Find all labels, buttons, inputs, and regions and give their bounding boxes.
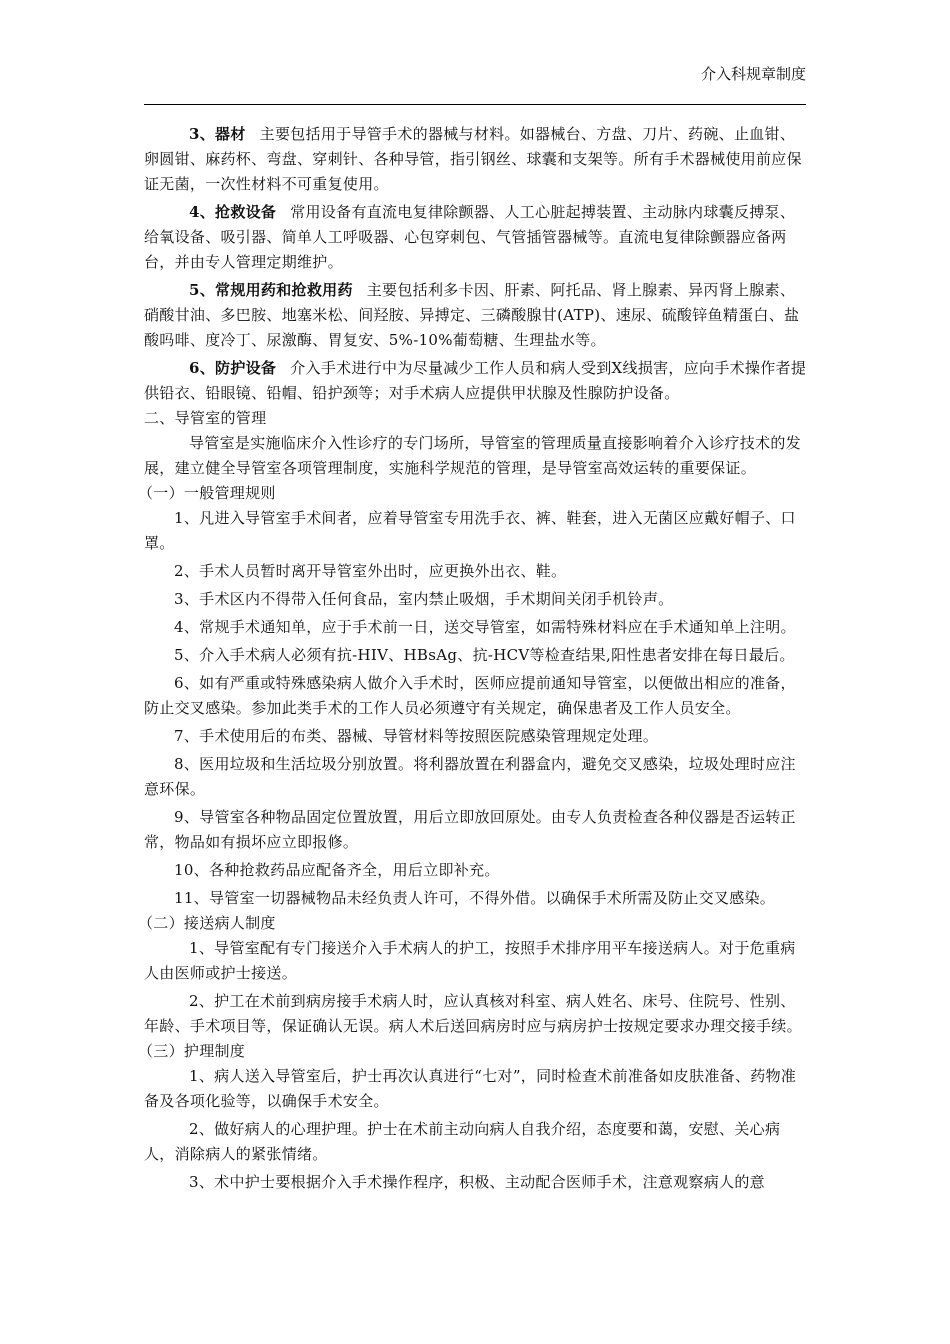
paragraph-equipment-5 bbox=[144, 278, 808, 353]
item-text: 介入手术进行中为尽量减少工作人员和病人受到X线损害，应向手术操作者提供铅衣、铅眼镜、铅帽、铅护颈等；对手术病人应提供甲状腺及性腺防护设备。 bbox=[144, 359, 807, 402]
header-rule bbox=[144, 104, 806, 105]
list-item: 3、手术区内不得带入任何食品，室内禁止吸烟，手术期间关闭手机铃声。 bbox=[174, 590, 674, 608]
item-text: 主要包括利多卡因、肝素、阿托品、肾上腺素、异丙肾上腺素、硝酸甘油、多巴胺、地塞米松、间羟胺、异搏定、三磷酸腺甘(ATP)、速尿、硫酸锌鱼精蛋白、盐酸吗啡、度冷丁、尿激酶、胃复安、5%-10%葡萄糖、生理盐水等。 bbox=[144, 281, 800, 349]
section-heading: 二、导管室的管理 bbox=[144, 409, 267, 427]
subsection-heading: （一）一般管理规则 bbox=[138, 484, 276, 502]
item-label: 5、常规用药和抢救用药 bbox=[189, 281, 353, 299]
list-item: 5、介入手术病人必须有抗-HIV、HBsAg、抗-HCV等检查结果,阳性患者安排在每日最后。 bbox=[174, 646, 795, 664]
item-text: 主要包括用于导管手术的器械与材料。如器械台、方盘、刀片、药碗、止血钳、卵圆钳、麻药杯、弯盘、穿刺针、各种导管，指引钢丝、球囊和支架等。所有手术器械使用前应保证无菌，一次性材料不可重复使用。 bbox=[144, 125, 802, 193]
list-item: 4、常规手术通知单，应于手术前一日，送交导管室，如需特殊材料应在手术通知单上注明。 bbox=[174, 618, 796, 636]
item-label: 3、器材 bbox=[189, 125, 246, 143]
paragraph-equipment-3 bbox=[144, 122, 808, 197]
list-item: 1、凡进入导管室手术间者，应着导管室专用洗手衣、裤、鞋套，进入无菌区应戴好帽子、口罩。 bbox=[144, 509, 796, 552]
paragraph-equipment-4 bbox=[144, 200, 808, 275]
list-item: 9、导管室各种物品固定位置放置，用后立即放回原处。由专人负责检查各种仪器是否运转正常，物品如有损坏应立即报修。 bbox=[144, 808, 796, 851]
subsection-heading: （三）护理制度 bbox=[138, 1042, 246, 1060]
list-item: 2、做好病人的心理护理。护士在术前主动向病人自我介绍，态度要和蔼，安慰、关心病人，消除病人的紧张情绪。 bbox=[144, 1120, 781, 1163]
list-item: 8、医用垃圾和生活垃圾分别放置。将利器放置在利器盒内，避免交叉感染，垃圾处理时应注意环保。 bbox=[144, 755, 796, 798]
list-item: 2、手术人员暂时离开导管室外出时，应更换外出衣、鞋。 bbox=[174, 562, 567, 580]
item-label: 6、防护设备 bbox=[189, 359, 277, 377]
running-header: 介入科规章制度 bbox=[700, 65, 806, 83]
list-item: 11、导管室一切器械物品未经负责人许可，不得外借。以确保手术所需及防止交叉感染。 bbox=[174, 889, 776, 907]
list-item: 10、各种抢救药品应配备齐全，用后立即补充。 bbox=[174, 861, 500, 879]
list-item: 6、如有严重或特殊感染病人做介入手术时，医师应提前通知导管室，以便做出相应的准备，防止交叉感染。参加此类手术的工作人员必须遵守有关规定，确保患者及工作人员安全。 bbox=[144, 674, 796, 717]
list-item: 1、导管室配有专门接送介入手术病人的护工，按照手术排序用平车接送病人。对于危重病人由医师或护士接送。 bbox=[144, 939, 796, 982]
item-label: 4、抢救设备 bbox=[189, 203, 277, 221]
list-item: 7、手术使用后的布类、器械、导管材料等按照医院感染管理规定处理。 bbox=[174, 727, 659, 745]
subsection-heading: （二）接送病人制度 bbox=[138, 914, 276, 932]
list-item: 1、病人送入导管室后，护士再次认真进行“七对”，同时检查术前准备如皮肤准备、药物准备及各项化验等，以确保手术安全。 bbox=[144, 1067, 797, 1110]
section-intro: 导管室是实施临床介入性诊疗的专门场所，导管室的管理质量直接影响着介入诊疗技术的发展，建立健全导管室各项管理制度，实施科学规范的管理，是导管室高效运转的重要保证。 bbox=[144, 434, 802, 477]
list-item: 2、护工在术前到病房接手术病人时，应认真核对科室、病人姓名、床号、住院号、性别、年龄、手术项目等，保证确认无误。病人术后送回病房时应与病房护士按规定要求办理交接手续。 bbox=[144, 992, 802, 1035]
list-item: 3、术中护士要根据介入手术操作程序，积极、主动配合医师手术，注意观察病人的意 bbox=[189, 1173, 765, 1191]
paragraph-equipment-6 bbox=[144, 356, 808, 406]
item-text: 常用设备有直流电复律除颤器、人工心脏起搏装置、主动脉内球囊反搏泵、给氧设备、吸引器、简单人工呼吸器、心包穿刺包、气管插管器械等。直流电复律除颤器应备两台，并由专人管理定期维护。 bbox=[144, 203, 796, 271]
document-body bbox=[138, 122, 808, 1195]
